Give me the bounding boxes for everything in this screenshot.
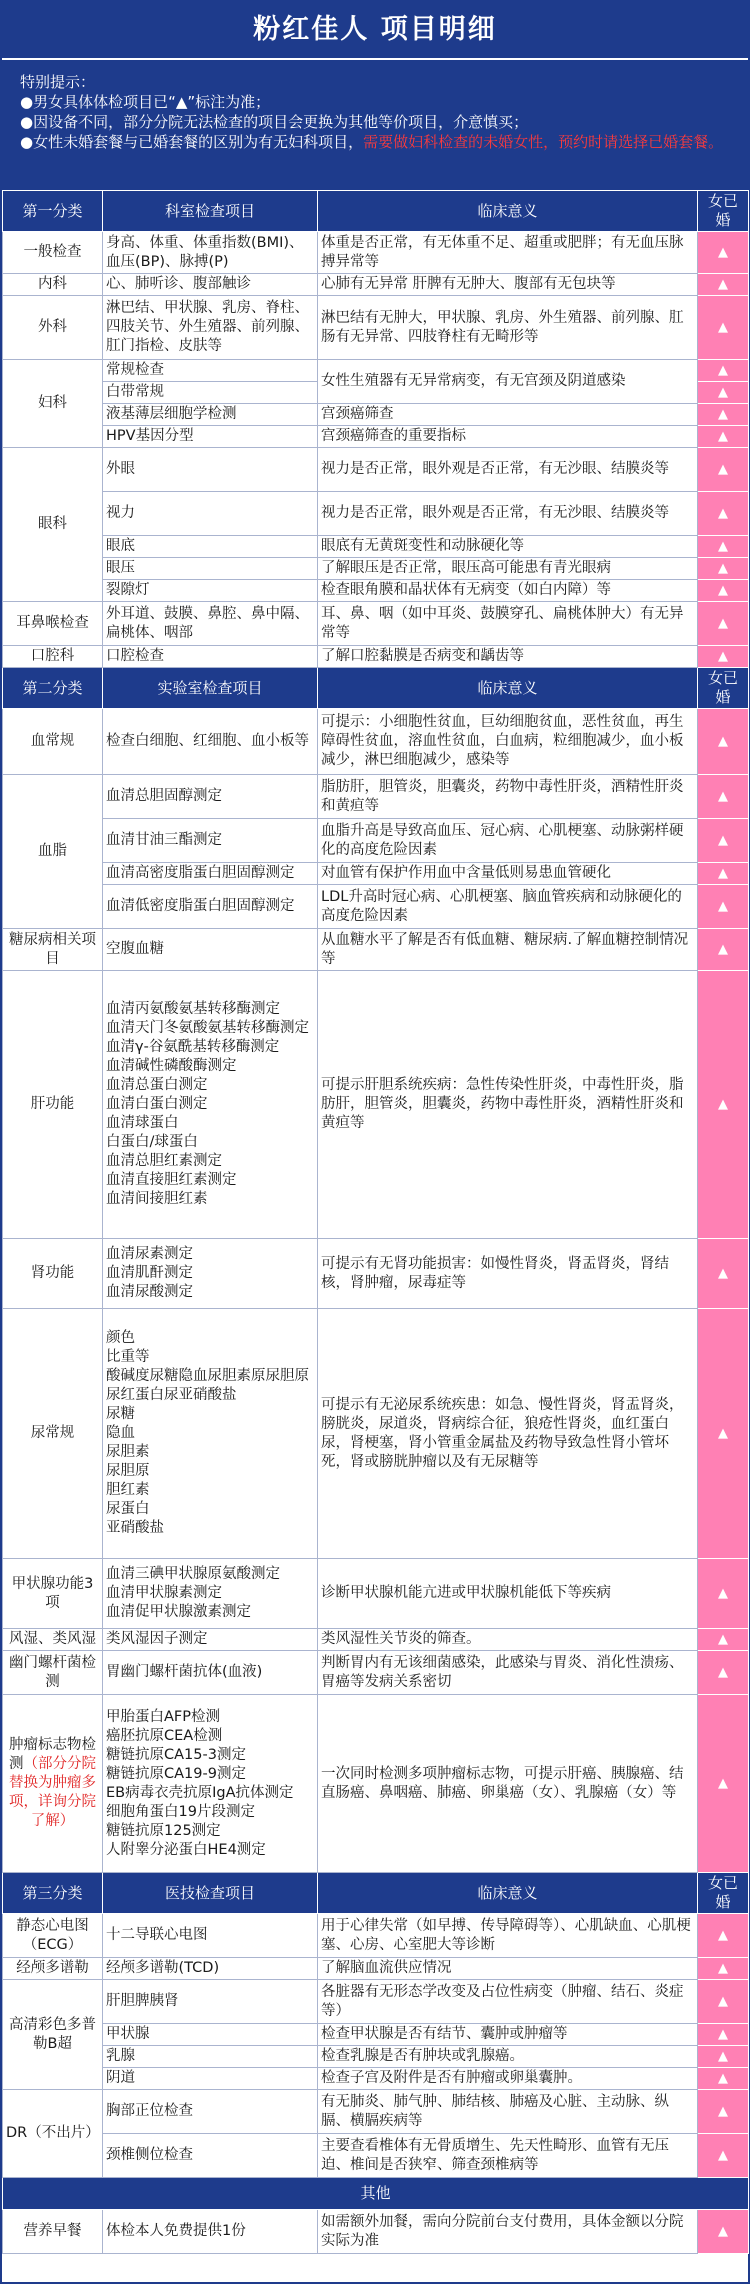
- list-item: 尿糖: [106, 1406, 135, 1422]
- category-cell: 甲状腺功能3项: [3, 1559, 103, 1629]
- category-cell: 肾功能: [3, 1239, 103, 1309]
- meaning-cell: 如需额外加餐，需向分院前台支付费用，具体金额以分院实际为准: [318, 2210, 698, 2254]
- category-label: 肿瘤标志物检测: [9, 1737, 96, 1772]
- included-mark: ▲: [698, 382, 749, 404]
- list-item: 血清丙氨酸氨基转移酶测定: [106, 1001, 280, 1017]
- list-item: 白蛋白/球蛋白: [106, 1134, 198, 1150]
- item-cell: 常规检查: [103, 360, 318, 382]
- item-cell: 血清总胆固醇测定: [103, 775, 318, 819]
- item-cell: 空腹血糖: [103, 929, 318, 971]
- included-mark: ▲: [698, 296, 749, 360]
- item-cell: 胃幽门螺杆菌抗体(血液): [103, 1651, 318, 1695]
- notice-line: ●因设备不同，部分分院无法检查的项目会更换为其他等价项目，介意慎买；: [20, 113, 529, 131]
- list-item: 血清甲状腺素测定: [106, 1585, 222, 1601]
- item-cell: 外眼: [103, 448, 318, 492]
- item-cell: 检查白细胞、红细胞、血小板等: [103, 709, 318, 775]
- meaning-cell: 主要查看椎体有无骨质增生、先天性畸形、血管有无压迫、椎间是否狭窄、筛查颈椎病等: [318, 2134, 698, 2178]
- item-cell: 外耳道、鼓膜、鼻腔、鼻中隔、扁桃体、咽部: [103, 602, 318, 646]
- item-cell: 胸部正位检查: [103, 2090, 318, 2134]
- item-cell: 白带常规: [103, 382, 318, 404]
- included-mark: ▲: [698, 1980, 749, 2024]
- category-cell: 幽门螺杆菌检测: [3, 1651, 103, 1695]
- list-item: 细胞角蛋白19片段测定: [106, 1803, 255, 1820]
- list-item: 血清三碘甲状腺原氨酸测定: [106, 1566, 280, 1582]
- meaning-cell: 可提示有无肾功能损害：如慢性肾炎，肾盂肾炎，肾结核，肾肿瘤，尿毒症等: [318, 1239, 698, 1309]
- column-header-meaning: 临床意义: [318, 1873, 698, 1914]
- item-list-cell: [103, 1695, 318, 1873]
- notice-title: 特别提示：: [20, 73, 96, 91]
- meaning-cell: 视力是否正常，眼外观是否正常，有无沙眼、结膜炎等: [318, 448, 698, 492]
- included-mark: ▲: [698, 536, 749, 558]
- notice-warning: 需要做妇科检查的未婚女性，预约时请选择已婚套餐。: [363, 133, 724, 151]
- list-item: 尿蛋白: [106, 1501, 150, 1517]
- item-list-cell: [103, 971, 318, 1239]
- meaning-cell: 女性生殖器有无异常病变，有无宫颈及阴道感染: [318, 360, 698, 404]
- included-mark: ▲: [698, 1309, 749, 1559]
- item-cell: 血清甘油三酯测定: [103, 819, 318, 863]
- list-item: 血清天门冬氨酸氨基转移酶测定: [106, 1020, 309, 1036]
- column-header-item: 科室检查项目: [103, 191, 318, 232]
- meaning-cell: 类风湿性关节炎的筛查。: [318, 1629, 698, 1651]
- item-cell: 体检本人免费提供1份: [103, 2210, 318, 2254]
- meaning-cell: 检查子宫及附件是否有肿瘤或卵巢囊肿。: [318, 2068, 698, 2090]
- category-cell: 口腔科: [3, 646, 103, 668]
- item-cell: 乳腺: [103, 2046, 318, 2068]
- included-mark: ▲: [698, 2024, 749, 2046]
- item-cell: 眼压: [103, 558, 318, 580]
- column-header-category: 第二分类: [3, 668, 103, 709]
- list-item: 亚硝酸盐: [106, 1520, 164, 1536]
- item-cell: 经颅多谱勒(TCD): [103, 1958, 318, 1980]
- meaning-cell: 脂肪肝，胆管炎，胆囊炎，药物中毒性肝炎，酒精性肝炎和黄疸等: [318, 775, 698, 819]
- category-cell: 外科: [3, 296, 103, 360]
- list-item: 糖链抗原125测定: [106, 1822, 221, 1839]
- category-cell: 糖尿病相关项目: [3, 929, 103, 971]
- item-cell: 血清低密度脂蛋白胆固醇测定: [103, 885, 318, 929]
- item-cell: 类风湿因子测定: [103, 1629, 318, 1651]
- included-mark: ▲: [698, 2134, 749, 2178]
- meaning-cell: 视力是否正常，眼外观是否正常，有无沙眼、结膜炎等: [318, 492, 698, 536]
- item-cell: 视力: [103, 492, 318, 536]
- category-cell: 肝功能: [3, 971, 103, 1239]
- item-cell: 血清高密度脂蛋白胆固醇测定: [103, 863, 318, 885]
- meaning-cell: 了解口腔黏膜是否病变和龋齿等: [318, 646, 698, 668]
- meaning-cell: 了解脑血流供应情况: [318, 1958, 698, 1980]
- meaning-cell: 检查甲状腺是否有结节、囊肿或肿瘤等: [318, 2024, 698, 2046]
- list-item: EB病毒衣壳抗原IgA抗体测定: [106, 1784, 294, 1801]
- included-mark: ▲: [698, 929, 749, 971]
- included-mark: ▲: [698, 1629, 749, 1651]
- special-notice: [2, 58, 748, 190]
- included-mark: ▲: [698, 2210, 749, 2254]
- list-item: 血清肌酐测定: [106, 1265, 193, 1281]
- included-mark: ▲: [698, 709, 749, 775]
- included-mark: ▲: [698, 558, 749, 580]
- category-cell: 血脂: [3, 775, 103, 929]
- list-item: 血清总蛋白测定: [106, 1077, 208, 1093]
- item-cell: 肝胆脾胰肾: [103, 1980, 318, 2024]
- list-item: 隐血: [106, 1425, 135, 1441]
- included-mark: ▲: [698, 863, 749, 885]
- item-cell: 甲状腺: [103, 2024, 318, 2046]
- category-cell: 血常规: [3, 709, 103, 775]
- item-cell: HPV基因分型: [103, 426, 318, 448]
- item-cell: 身高、体重、体重指数(BMI)、血压(BP)、脉搏(P): [103, 232, 318, 274]
- included-mark: ▲: [698, 580, 749, 602]
- column-header-married: 女已婚: [698, 668, 749, 709]
- included-mark: ▲: [698, 2046, 749, 2068]
- category-cell: 营养早餐: [3, 2210, 103, 2254]
- project-table: [2, 190, 749, 2254]
- list-item: 尿胆素: [106, 1444, 150, 1460]
- list-item: 血清促甲状腺激素测定: [106, 1604, 251, 1620]
- meaning-cell: 宫颈癌筛查的重要指标: [318, 426, 698, 448]
- list-item: 血清γ-谷氨酰基转移酶测定: [106, 1039, 280, 1055]
- meaning-cell: 心肺有无异常 肝脾有无肿大、腹部有无包块等: [318, 274, 698, 296]
- item-cell: 颈椎侧位检查: [103, 2134, 318, 2178]
- column-header-meaning: 临床意义: [318, 668, 698, 709]
- meaning-cell: 血脂升高是导致高血压、冠心病、心肌梗塞、动脉粥样硬化的高度危险因素: [318, 819, 698, 863]
- meaning-cell: 了解眼压是否正常，眼压高可能患有青光眼病: [318, 558, 698, 580]
- list-item: 血清尿酸测定: [106, 1284, 193, 1300]
- meaning-cell: 从血糖水平了解是否有低血糖、糖尿病.了解血糖控制情况等: [318, 929, 698, 971]
- included-mark: ▲: [698, 1559, 749, 1629]
- meaning-cell: 各脏器有无形态学改变及占位性病变（肿瘤、结石、炎症等）: [318, 1980, 698, 2024]
- included-mark: ▲: [698, 819, 749, 863]
- column-header-item: 实验室检查项目: [103, 668, 318, 709]
- category-cell: 耳鼻喉检查: [3, 602, 103, 646]
- category-cell: 风湿、类风湿: [3, 1629, 103, 1651]
- notice-line: ●男女具体体检项目已“▲”标注为准；: [20, 93, 271, 111]
- category-cell: 尿常规: [3, 1309, 103, 1559]
- category-cell: 经颅多谱勒: [3, 1958, 103, 1980]
- included-mark: ▲: [698, 1914, 749, 1958]
- list-item: 血清球蛋白: [106, 1115, 179, 1131]
- item-cell: 十二导联心电图: [103, 1914, 318, 1958]
- column-header-category: 第三分类: [3, 1873, 103, 1914]
- meaning-cell: 可提示：小细胞性贫血，巨幼细胞贫血，恶性贫血，再生障碍性贫血，溶血性贫血，白血病，粒细胞减少，血小板减少，淋巴细胞减少，感染等: [318, 709, 698, 775]
- included-mark: ▲: [698, 426, 749, 448]
- included-mark: ▲: [698, 360, 749, 382]
- meaning-cell: 对血管有保护作用血中含量低则易患血管硬化: [318, 863, 698, 885]
- list-item: 人附睾分泌蛋白HE4测定: [106, 1841, 266, 1858]
- list-item: 胆红素: [106, 1482, 150, 1498]
- item-list-cell: [103, 1309, 318, 1559]
- included-mark: ▲: [698, 1695, 749, 1873]
- column-header-item: 医技检查项目: [103, 1873, 318, 1914]
- list-item: 血清碱性磷酸酶测定: [106, 1058, 237, 1074]
- item-cell: 心、肺听诊、腹部触诊: [103, 274, 318, 296]
- category-cell: 静态心电图（ECG）: [3, 1914, 103, 1958]
- meaning-cell: LDL升高时冠心病、心肌梗塞、脑血管疾病和动脉硬化的高度危险因素: [318, 885, 698, 929]
- included-mark: ▲: [698, 492, 749, 536]
- list-item: 尿胆原: [106, 1463, 150, 1479]
- list-item: 甲胎蛋白AFP检测: [106, 1708, 221, 1725]
- page-title: 粉红佳人 项目明细: [2, 2, 748, 58]
- list-item: 血清总胆红素测定: [106, 1153, 222, 1169]
- column-header-married: 女已婚: [698, 191, 749, 232]
- item-cell: 淋巴结、甲状腺、乳房、脊柱、四肢关节、外生殖器、前列腺、肛门指检、皮肤等: [103, 296, 318, 360]
- list-item: 糖链抗原CA19-9测定: [106, 1765, 246, 1782]
- category-cell: 妇科: [3, 360, 103, 448]
- meaning-cell: 检查乳腺是否有肿块或乳腺癌。: [318, 2046, 698, 2068]
- meaning-cell: 用于心律失常（如早搏、传导障碍等）、心肌缺血、心肌梗塞、心房、心室肥大等诊断: [318, 1914, 698, 1958]
- meaning-cell: 可提示肝胆系统疾病：急性传染性肝炎，中毒性肝炎，脂肪肝，胆管炎，胆囊炎，药物中毒性肝炎，酒精性肝炎和黄疸等: [318, 971, 698, 1239]
- list-item: 糖链抗原CA15-3测定: [106, 1746, 246, 1763]
- category-note: （部分分院替换为肿瘤多项，详询分院了解）: [9, 1756, 96, 1829]
- included-mark: ▲: [698, 1958, 749, 1980]
- meaning-cell: 体重是否正常，有无体重不足、超重或肥胖；有无血压脉搏异常等: [318, 232, 698, 274]
- section-header-other: 其他: [3, 2178, 749, 2210]
- meaning-cell: 眼底有无黄斑变性和动脉硬化等: [318, 536, 698, 558]
- item-cell: 裂隙灯: [103, 580, 318, 602]
- included-mark: ▲: [698, 2090, 749, 2134]
- included-mark: ▲: [698, 646, 749, 668]
- meaning-cell: 可提示有无泌尿系统疾患：如急、慢性肾炎，肾盂肾炎，膀胱炎，尿道炎，肾病综合征，狼疮性肾炎，血红蛋白尿，肾梗塞，肾小管重金属盐及药物导致急性肾小管坏死，肾或膀胱肿瘤以及有无尿糖等: [318, 1309, 698, 1559]
- included-mark: ▲: [698, 274, 749, 296]
- meaning-cell: 淋巴结有无肿大，甲状腺、乳房、外生殖器、前列腺、肛肠有无异常、四肢脊柱有无畸形等: [318, 296, 698, 360]
- included-mark: ▲: [698, 971, 749, 1239]
- item-cell: 阴道: [103, 2068, 318, 2090]
- category-cell: DR（不出片）: [3, 2090, 103, 2178]
- list-item: 颜色: [106, 1330, 135, 1346]
- category-cell: [3, 1695, 103, 1873]
- list-item: 比重等: [106, 1349, 150, 1365]
- list-item: 酸碱度尿糖隐血尿胆素原尿胆原尿红蛋白尿亚硝酸盐: [106, 1368, 309, 1403]
- item-cell: 液基薄层细胞学检测: [103, 404, 318, 426]
- category-cell: 眼科: [3, 448, 103, 602]
- meaning-cell: 耳、鼻、咽（如中耳炎、鼓膜穿孔、扁桃体肿大）有无异常等: [318, 602, 698, 646]
- list-item: 血清尿素测定: [106, 1246, 193, 1262]
- included-mark: ▲: [698, 1239, 749, 1309]
- list-item: 血清间接胆红素: [106, 1191, 208, 1207]
- column-header-category: 第一分类: [3, 191, 103, 232]
- item-cell: 眼底: [103, 536, 318, 558]
- column-header-married: 女已婚: [698, 1873, 749, 1914]
- included-mark: ▲: [698, 602, 749, 646]
- meaning-cell: 一次同时检测多项肿瘤标志物，可提示肝癌、胰腺癌、结直肠癌、鼻咽癌、肺癌、卵巢癌（女）、乳腺癌（女）等: [318, 1695, 698, 1873]
- included-mark: ▲: [698, 448, 749, 492]
- notice-line: [20, 132, 736, 152]
- list-item: 血清直接胆红素测定: [106, 1172, 237, 1188]
- item-list-cell: [103, 1239, 318, 1309]
- included-mark: ▲: [698, 885, 749, 929]
- included-mark: ▲: [698, 775, 749, 819]
- list-item: 血清白蛋白测定: [106, 1096, 208, 1112]
- category-cell: 一般检查: [3, 232, 103, 274]
- item-list-cell: [103, 1559, 318, 1629]
- meaning-cell: 诊断甲状腺机能亢进或甲状腺机能低下等疾病: [318, 1559, 698, 1629]
- column-header-meaning: 临床意义: [318, 191, 698, 232]
- category-cell: 内科: [3, 274, 103, 296]
- included-mark: ▲: [698, 404, 749, 426]
- included-mark: ▲: [698, 1651, 749, 1695]
- meaning-cell: 判断胃内有无该细菌感染，此感染与胃炎、消化性溃疡、胃癌等发病关系密切: [318, 1651, 698, 1695]
- meaning-cell: 宫颈癌筛查: [318, 404, 698, 426]
- included-mark: ▲: [698, 2068, 749, 2090]
- notice-text: ●女性未婚套餐与已婚套餐的区别为有无妇科项目，: [20, 133, 364, 151]
- category-cell: 高清彩色多普勒B超: [3, 1980, 103, 2090]
- item-cell: 口腔检查: [103, 646, 318, 668]
- meaning-cell: 有无肺炎、肺气肿、肺结核、肺癌及心脏、主动脉、纵膈、横膈疾病等: [318, 2090, 698, 2134]
- included-mark: ▲: [698, 232, 749, 274]
- list-item: 癌胚抗原CEA检测: [106, 1727, 223, 1744]
- meaning-cell: 检查眼角膜和晶状体有无病变（如白内障）等: [318, 580, 698, 602]
